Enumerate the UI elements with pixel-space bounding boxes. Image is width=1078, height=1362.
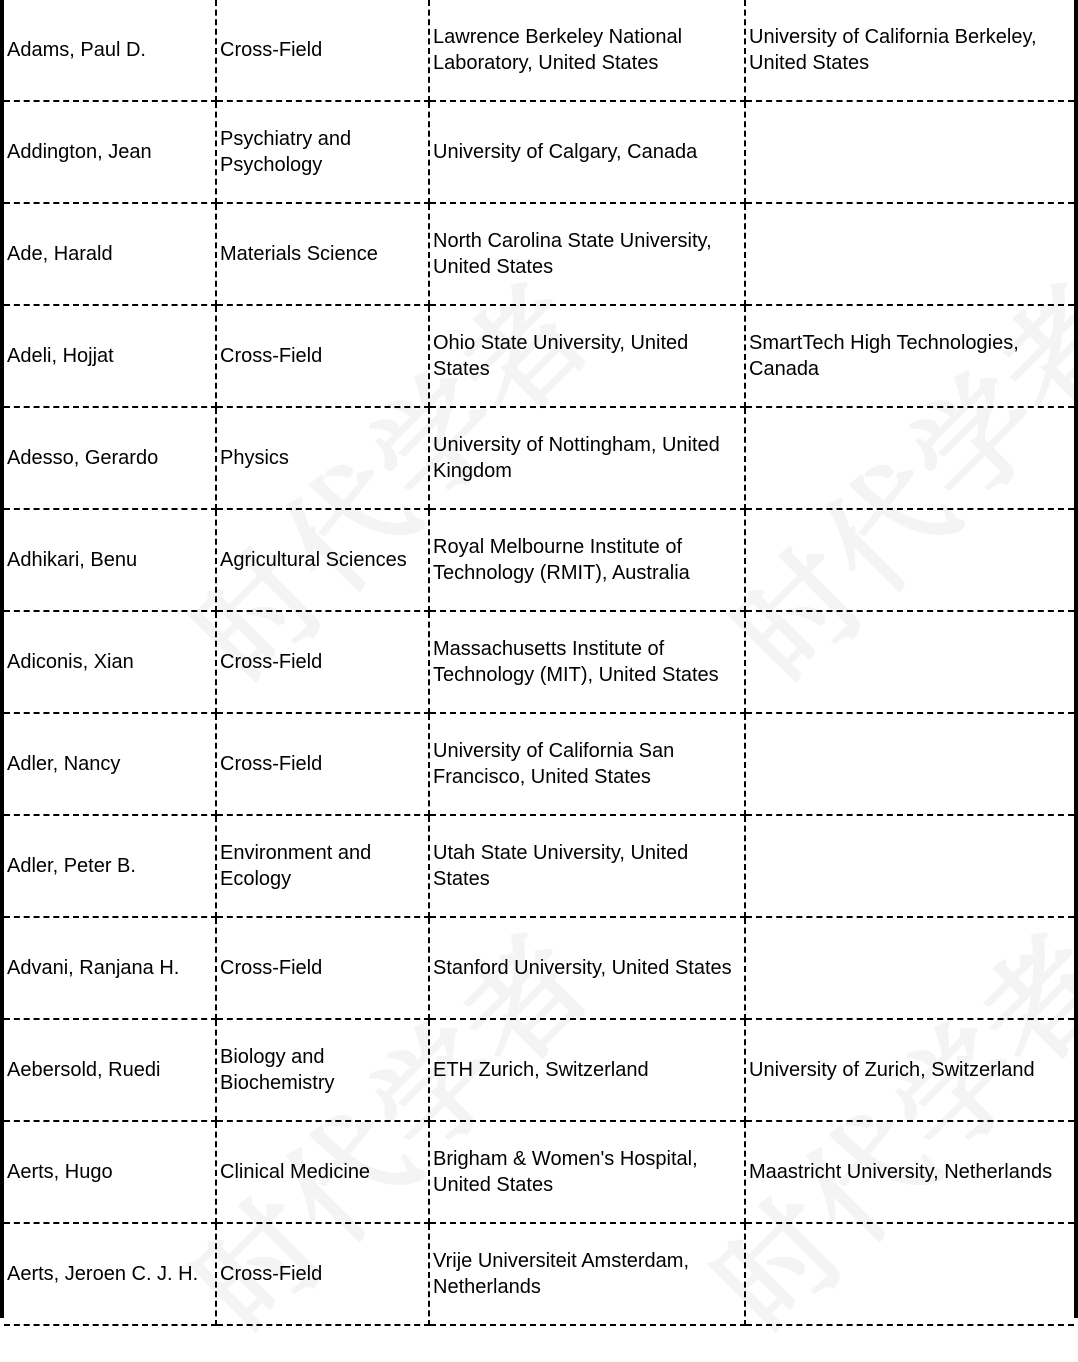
primary-institution-cell: University of Nottingham, United Kingdom [429,407,745,509]
research-field-cell: Cross-Field [216,0,429,101]
primary-institution-cell: Brigham & Women's Hospital, United States [429,1121,745,1223]
secondary-institution-cell: University of Zurich, Switzerland [745,1019,1074,1121]
primary-institution-cell: Utah State University, United States [429,815,745,917]
researcher-table [4,0,1074,1326]
research-field-cell: Cross-Field [216,1223,429,1325]
table-row [4,1019,1074,1121]
primary-institution-cell: Massachusetts Institute of Technology (MIT), United States [429,611,745,713]
research-field-cell: Agricultural Sciences [216,509,429,611]
table-row [4,1223,1074,1325]
researcher-name-cell: Adler, Peter B. [4,815,216,917]
researcher-name-cell: Adeli, Hojjat [4,305,216,407]
table-row [4,713,1074,815]
research-field-cell: Clinical Medicine [216,1121,429,1223]
researcher-name-cell: Ade, Harald [4,203,216,305]
secondary-institution-cell [745,1223,1074,1325]
secondary-institution-cell: University of California Berkeley, United States [745,0,1074,101]
researcher-name-cell: Adesso, Gerardo [4,407,216,509]
primary-institution-cell: Lawrence Berkeley National Laboratory, United States [429,0,745,101]
research-field-cell: Cross-Field [216,713,429,815]
table-row [4,509,1074,611]
secondary-institution-cell [745,815,1074,917]
table-row [4,1121,1074,1223]
research-field-cell: Materials Science [216,203,429,305]
table-row [4,407,1074,509]
researcher-name-cell: Adler, Nancy [4,713,216,815]
table-row [4,305,1074,407]
research-field-cell: Biology and Biochemistry [216,1019,429,1121]
secondary-institution-cell [745,101,1074,203]
table-row [4,917,1074,1019]
primary-institution-cell: ETH Zurich, Switzerland [429,1019,745,1121]
table-row [4,611,1074,713]
researcher-name-cell: Adams, Paul D. [4,0,216,101]
primary-institution-cell: Royal Melbourne Institute of Technology (RMIT), Australia [429,509,745,611]
researcher-name-cell: Advani, Ranjana H. [4,917,216,1019]
table-row [4,0,1074,101]
researcher-name-cell: Adiconis, Xian [4,611,216,713]
secondary-institution-cell [745,917,1074,1019]
secondary-institution-cell: SmartTech High Technologies, Canada [745,305,1074,407]
research-field-cell: Cross-Field [216,917,429,1019]
research-field-cell: Physics [216,407,429,509]
table-row [4,815,1074,917]
primary-institution-cell: Stanford University, United States [429,917,745,1019]
secondary-institution-cell [745,713,1074,815]
research-field-cell: Cross-Field [216,305,429,407]
research-field-cell: Environment and Ecology [216,815,429,917]
researcher-name-cell: Addington, Jean [4,101,216,203]
primary-institution-cell: North Carolina State University, United States [429,203,745,305]
table-row [4,203,1074,305]
secondary-institution-cell [745,407,1074,509]
secondary-institution-cell [745,509,1074,611]
research-field-cell: Psychiatry and Psychology [216,101,429,203]
research-field-cell: Cross-Field [216,611,429,713]
researcher-name-cell: Adhikari, Benu [4,509,216,611]
researcher-name-cell: Aerts, Jeroen C. J. H. [4,1223,216,1325]
secondary-institution-cell [745,611,1074,713]
secondary-institution-cell: Maastricht University, Netherlands [745,1121,1074,1223]
secondary-institution-cell [745,203,1074,305]
primary-institution-cell: University of California San Francisco, United States [429,713,745,815]
primary-institution-cell: University of Calgary, Canada [429,101,745,203]
primary-institution-cell: Vrije Universiteit Amsterdam, Netherlands [429,1223,745,1325]
table-row [4,101,1074,203]
researcher-name-cell: Aebersold, Ruedi [4,1019,216,1121]
researcher-name-cell: Aerts, Hugo [4,1121,216,1223]
primary-institution-cell: Ohio State University, United States [429,305,745,407]
